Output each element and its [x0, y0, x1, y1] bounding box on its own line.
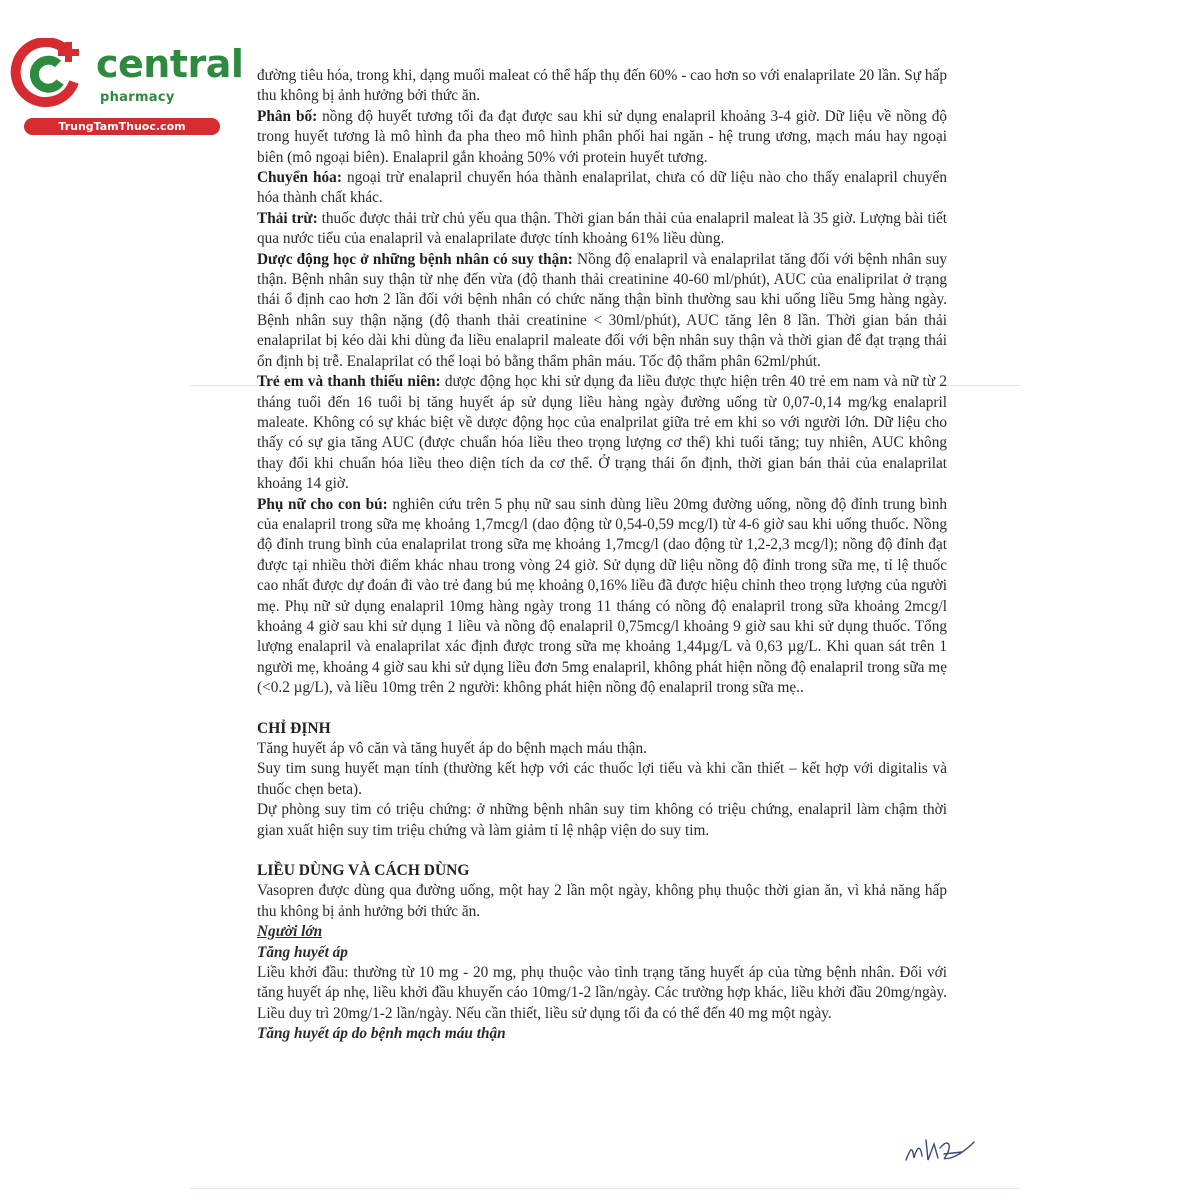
hypertension-subheading: Tăng huyết áp: [257, 943, 348, 961]
brand-subtitle: pharmacy: [100, 90, 175, 105]
breastfeeding-text: nghiên cứu trên 5 phụ nữ sau sinh dùng liều 20mg đường uống, nồng độ đỉnh trung bình của enalapril trong sữa mẹ khoảng 1,7mcg/l (dao động từ 0,54-0,59 mcg/l) từ 4-6 giờ sau khi uống thuốc. Nồng độ đỉnh trung bình của enalaprilat trong sữa mẹ khoảng 1,7mcg/l (dao động từ 1,2-2,3 mcg/l); nồng độ đỉnh đạt được tại nhiều thời điểm khác nhau trong vòng 24 giờ. Sử dụng dữ liệu nồng độ đỉnh trong sữa mẹ, tỉ lệ thuốc cao nhất được dự đoán đi vào trẻ đang bú mẹ khoảng 0,16% liều đã được hiệu chỉnh theo trọng lượng của người mẹ. Phụ nữ sử dụng enalapril 10mg hàng ngày trong 11 tháng có nồng độ enalapril trong sữa khoảng 2mcg/l khoảng 4 giờ sau khi sử dụng 1 liều và nồng độ enalapril 0,75mcg/l khoảng 9 giờ sau khi sử dụng thuốc. Tổng lượng enalapril và enalaprilat xác định được trong sữa mẹ khoảng 1,44µg/L và 0,63 µg/L. Khi quan sát trên 1 người mẹ, khoảng 4 giờ sau khi sử dụng liều đơn 5mg enalapril, không phát hiện nồng độ enalapril trong sữa mẹ (<0.2 µg/L), và liều 10mg trên 2 người: không phát hiện nồng độ enalapril trong sữa mẹ..: [257, 495, 947, 697]
elimination-text: thuốc được thải trừ chủ yếu qua thận. Thời gian bán thải của enalapril maleat là 35 giờ. Lượng bài tiết qua nước tiểu của enalapril và enalaprilate được tính khoảng 61% liều dùng.: [257, 209, 948, 248]
adults-subheading: Người lớn: [257, 923, 323, 941]
metabolism-paragraph: [257, 168, 947, 209]
metabolism-text: ngoại trừ enalapril chuyển hóa thành enalaprilat, chưa có dữ liệu nào cho thấy enalapril chuyển hóa thành chất khác.: [257, 169, 947, 207]
scan-artifact-line: [190, 1188, 1020, 1189]
dosage-intro: Vasopren được dùng qua đường uống, một hay 2 lần một ngày, không phụ thuộc thời gian ăn, vì khả năng hấp thu không bị ảnh hưởng bởi thức ăn.: [257, 882, 947, 920]
renal-paragraph: [257, 250, 947, 372]
renovascular-subheading: Tăng huyết áp do bệnh mạch máu thận: [257, 1025, 506, 1043]
metabolism-label: Chuyển hóa:: [257, 169, 342, 187]
brand-logo[interactable]: [10, 38, 244, 138]
distribution-paragraph: [257, 107, 947, 168]
signature-initials-icon: [900, 1130, 980, 1170]
indication-item: Dự phòng suy tim có triệu chứng: ở những bệnh nhân suy tim không có triệu chứng, enalapril làm chậm thời gian xuất hiện suy tim triệu chứng và làm giảm tỉ lệ nhập viện do suy tim.: [257, 801, 947, 839]
children-paragraph: [257, 372, 947, 494]
breastfeeding-paragraph: [257, 495, 947, 699]
children-text: dược động học khi sử dụng đa liều được thực hiện trên 40 trẻ em nam và nữ từ 2 tháng tuổi đến 16 tuổi bị tăng huyết áp sử dụng liều hàng ngày đường uống từ 0,07-0,14 mg/kg enalapril maleate. Không có sự khác biệt về dược động học của enalprilat giữa trẻ em khi so với người lớn. Dữ liệu cho thấy có sự gia tăng AUC (được chuẩn hóa liều theo trọng lượng cơ thể) khi tuổi tăng; tuy nhiên, AUC không thay đổi khi chuẩn hóa liều theo diện tích da cơ thể. Ở trạng thái ổn định, thời gian bán thải của enalaprilat khoảng 14 giờ.: [257, 373, 947, 493]
elimination-paragraph: [257, 209, 947, 250]
central-pharmacy-logo-icon: [10, 38, 88, 110]
children-label: Trẻ em và thanh thiếu niên:: [257, 373, 441, 391]
hypertension-dosage-text: Liều khởi đầu: thường từ 10 mg - 20 mg, phụ thuộc vào tình trạng tăng huyết áp của từng bệnh nhân. Đối với tăng huyết áp nhẹ, liều khởi đầu khuyến cáo 10mg/1-2 lần/ngày. Các trường hợp khác, liều khởi đầu 20mg/ngày. Liều duy trì 20mg/1-2 lần/ngày. Nếu cần thiết, liều sử dụng tối đa có thể đến 40 mg một ngày.: [257, 964, 947, 1022]
distribution-label: Phân bố:: [257, 107, 318, 125]
breastfeeding-label: Phụ nữ cho con bú:: [257, 495, 388, 513]
distribution-text: nồng độ huyết tương tối đa đạt được sau khi sử dụng enalapril khoảng 3-4 giờ. Dữ liệu về nồng độ trong huyết tương là mô hình đa pha theo mô hình phân phối hai ngăn - hệ trung ương, mạch máu hay ngoại biên (mô ngoại biên). Enalapril gắn khoảng 50% với protein huyết tương.: [257, 107, 947, 166]
brand-url[interactable]: TrungTamThuoc.com: [24, 118, 220, 135]
indications-heading: CHỈ ĐỊNH: [257, 719, 331, 737]
renal-label: Dược động học ở những bệnh nhân có suy thận:: [257, 250, 573, 268]
renal-text: Nồng độ enalapril và enalaprilat tăng đối với bệnh nhân suy thận. Bệnh nhân suy thận từ nhẹ đến vừa (độ thanh thải creatinine 40-60 ml/phút), AUC của enaliprilat ở trạng thái ổ định cao hơn 2 lần đối với bệnh nhân có chức năng thận bình thường sau khi uống liều 5mg hàng ngày. Bệnh nhân suy thận nặng (độ thanh thải creatinine < 30ml/phút), AUC tăng lên 8 lần. Thời gian bán thải enalaprilat bị kéo dài khi dùng đa liều enalapril maleate đối với bện nhân suy thận và thời gian để đạt trạng thái ổn định bị trễ. Enalaprilat có thể loại bỏ bằng thẩm phân máu. Tốc độ thẩm phân 62ml/phút.: [257, 250, 947, 370]
document-body: [257, 66, 947, 1045]
elimination-label: Thải trừ:: [257, 209, 318, 227]
absorption-paragraph: đường tiêu hóa, trong khi, dạng muối maleat có thể hấp thụ đến 60% - cao hơn so với enalaprilate 20 lần. Sự hấp thu không bị ảnh hưởng bởi thức ăn.: [257, 67, 947, 105]
dosage-heading: LIỀU DÙNG VÀ CÁCH DÙNG: [257, 862, 470, 880]
indication-item: Tăng huyết áp vô căn và tăng huyết áp do bệnh mạch máu thận.: [257, 740, 647, 757]
indication-item: Suy tim sung huyết mạn tính (thường kết hợp với các thuốc lợi tiểu và khi cần thiết – kết hợp với digitalis và thuốc chẹn beta).: [257, 760, 947, 798]
brand-name: central: [96, 42, 244, 86]
